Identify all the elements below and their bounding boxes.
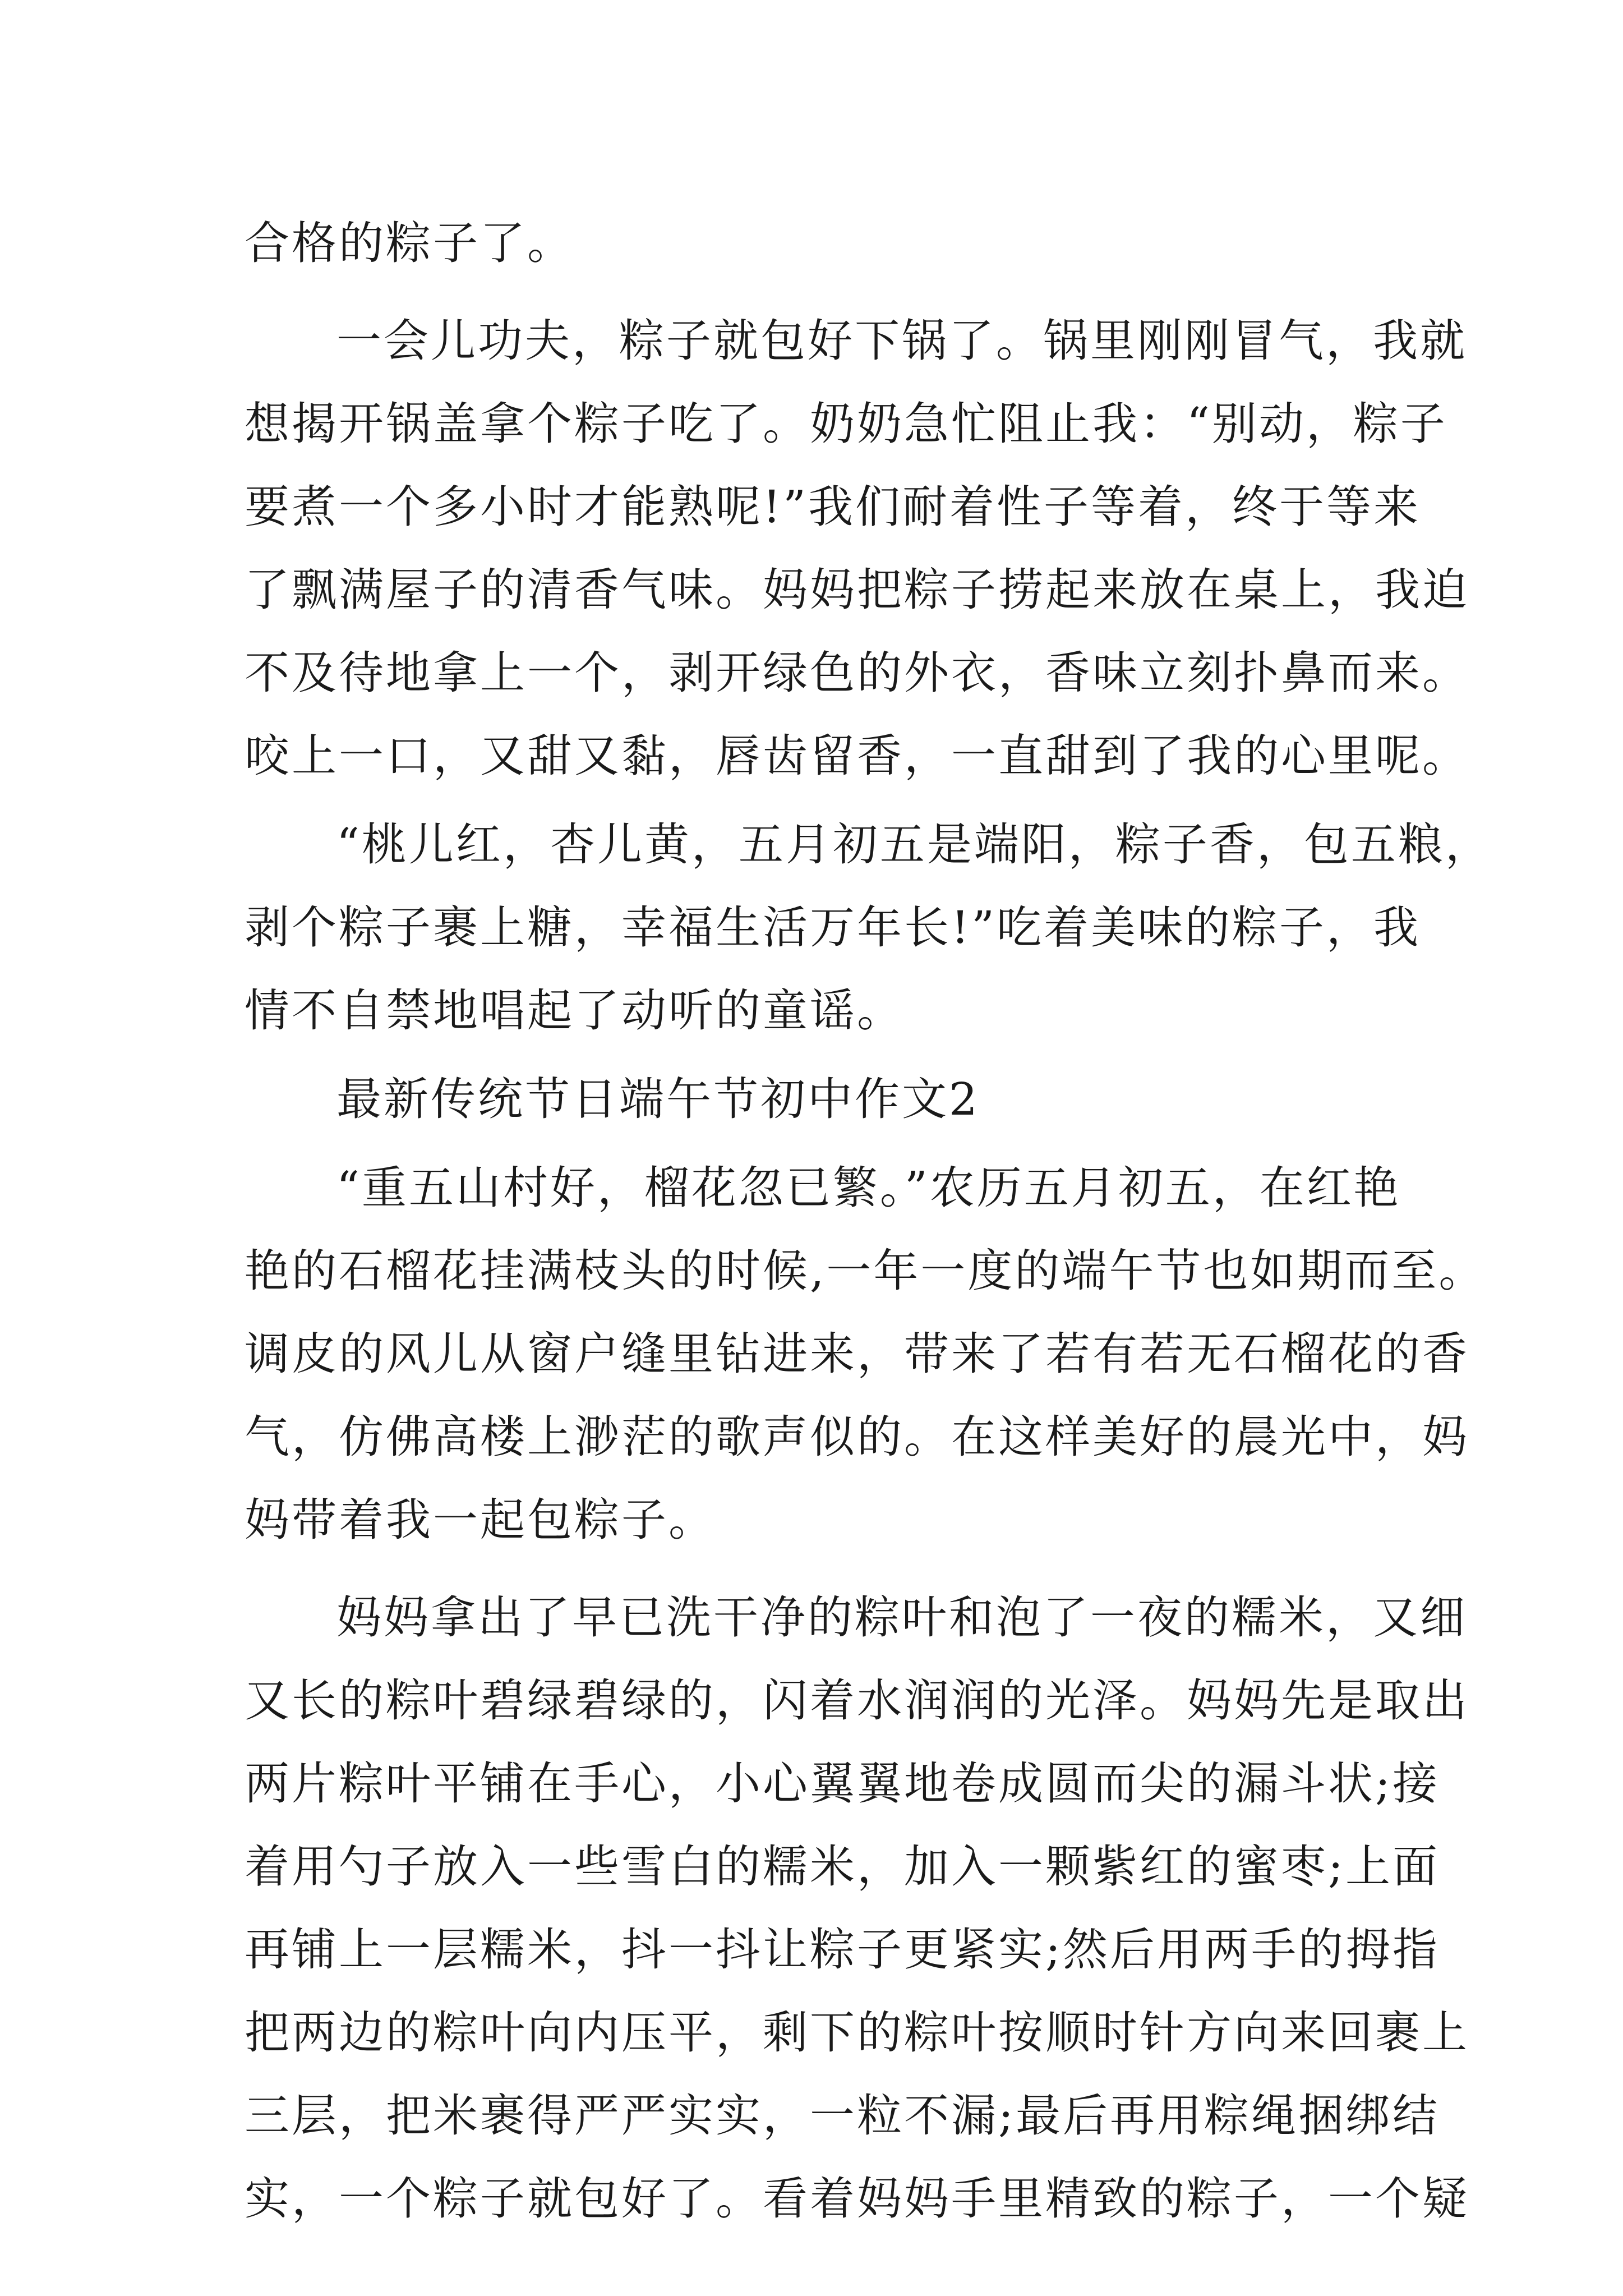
text-line: 咬上一口，又甜又黏，唇齿留香，一直甜到了我的心里呢。: [245, 730, 1469, 782]
text-line: 着用勺子放入一些雪白的糯米，加入一颗紫红的蜜枣;上面: [245, 1841, 1440, 1893]
text-line: 合格的粽子了。: [245, 217, 574, 269]
text-line: 气，仿佛高楼上渺茫的歌声似的。在这样美好的晨光中，妈: [245, 1411, 1469, 1463]
text-line: 情不自禁地唱起了动听的童谣。: [245, 984, 904, 1037]
document-body: [245, 202, 1492, 2240]
paragraph-start-line: “重五山村好，榴花忽已繁。”农历五月初五，在红艳: [336, 1162, 1401, 1214]
paragraph-start-line: “桃儿红，杏儿黄，五月初五是端阳，粽子香，包五粮，: [336, 818, 1492, 871]
text-line: 想揭开锅盖拿个粽子吃了。奶奶急忙阻止我：“别动，粽子: [245, 398, 1447, 450]
paragraph-start-line: 妈妈拿出了早已洗干净的粽叶和泡了一夜的糯米，又细: [336, 1591, 1467, 1644]
text-line: 三层，把米裹得严严实实，一粒不漏;最后再用粽绳捆绑结: [245, 2090, 1440, 2142]
section-title: 最新传统节日端午节初中作文2: [336, 1073, 980, 1125]
text-line: 了飘满屋子的清香气味。妈妈把粽子捞起来放在桌上，我迫: [245, 564, 1469, 616]
text-line: 再铺上一层糯米，抖一抖让粽子更紧实;然后用两手的拇指: [245, 1924, 1440, 1976]
text-line: 两片粽叶平铺在手心，小心翼翼地卷成圆而尖的漏斗状;接: [245, 1757, 1440, 1810]
text-line: 调皮的风儿从窗户缝里钻进来，带来了若有若无石榴花的香: [245, 1328, 1469, 1380]
text-line: 妈带着我一起包粽子。: [245, 1494, 716, 1546]
text-line: 不及待地拿上一个，剥开绿色的外衣，香味立刻扑鼻而来。: [245, 647, 1469, 699]
text-line: 剥个粽子裹上糖，幸福生活万年长!”吃着美味的粽子，我: [245, 901, 1421, 954]
text-line: 把两边的粽叶向内压平，剩下的粽叶按顺时针方向来回裹上: [245, 2007, 1469, 2059]
text-line: 艳的石榴花挂满枝头的时候,一年一度的端午节也如期而至。: [245, 1245, 1486, 1297]
text-line: 要煮一个多小时才能熟呢!”我们耐着性子等着，终于等来: [245, 481, 1421, 533]
text-line: 实，一个粽子就包好了。看着妈妈手里精致的粽子，一个疑: [245, 2173, 1469, 2225]
paragraph-start-line: 一会儿功夫，粽子就包好下锅了。锅里刚刚冒气，我就: [336, 315, 1467, 367]
text-line: 又长的粽叶碧绿碧绿的，闪着水润润的光泽。妈妈先是取出: [245, 1674, 1469, 1727]
